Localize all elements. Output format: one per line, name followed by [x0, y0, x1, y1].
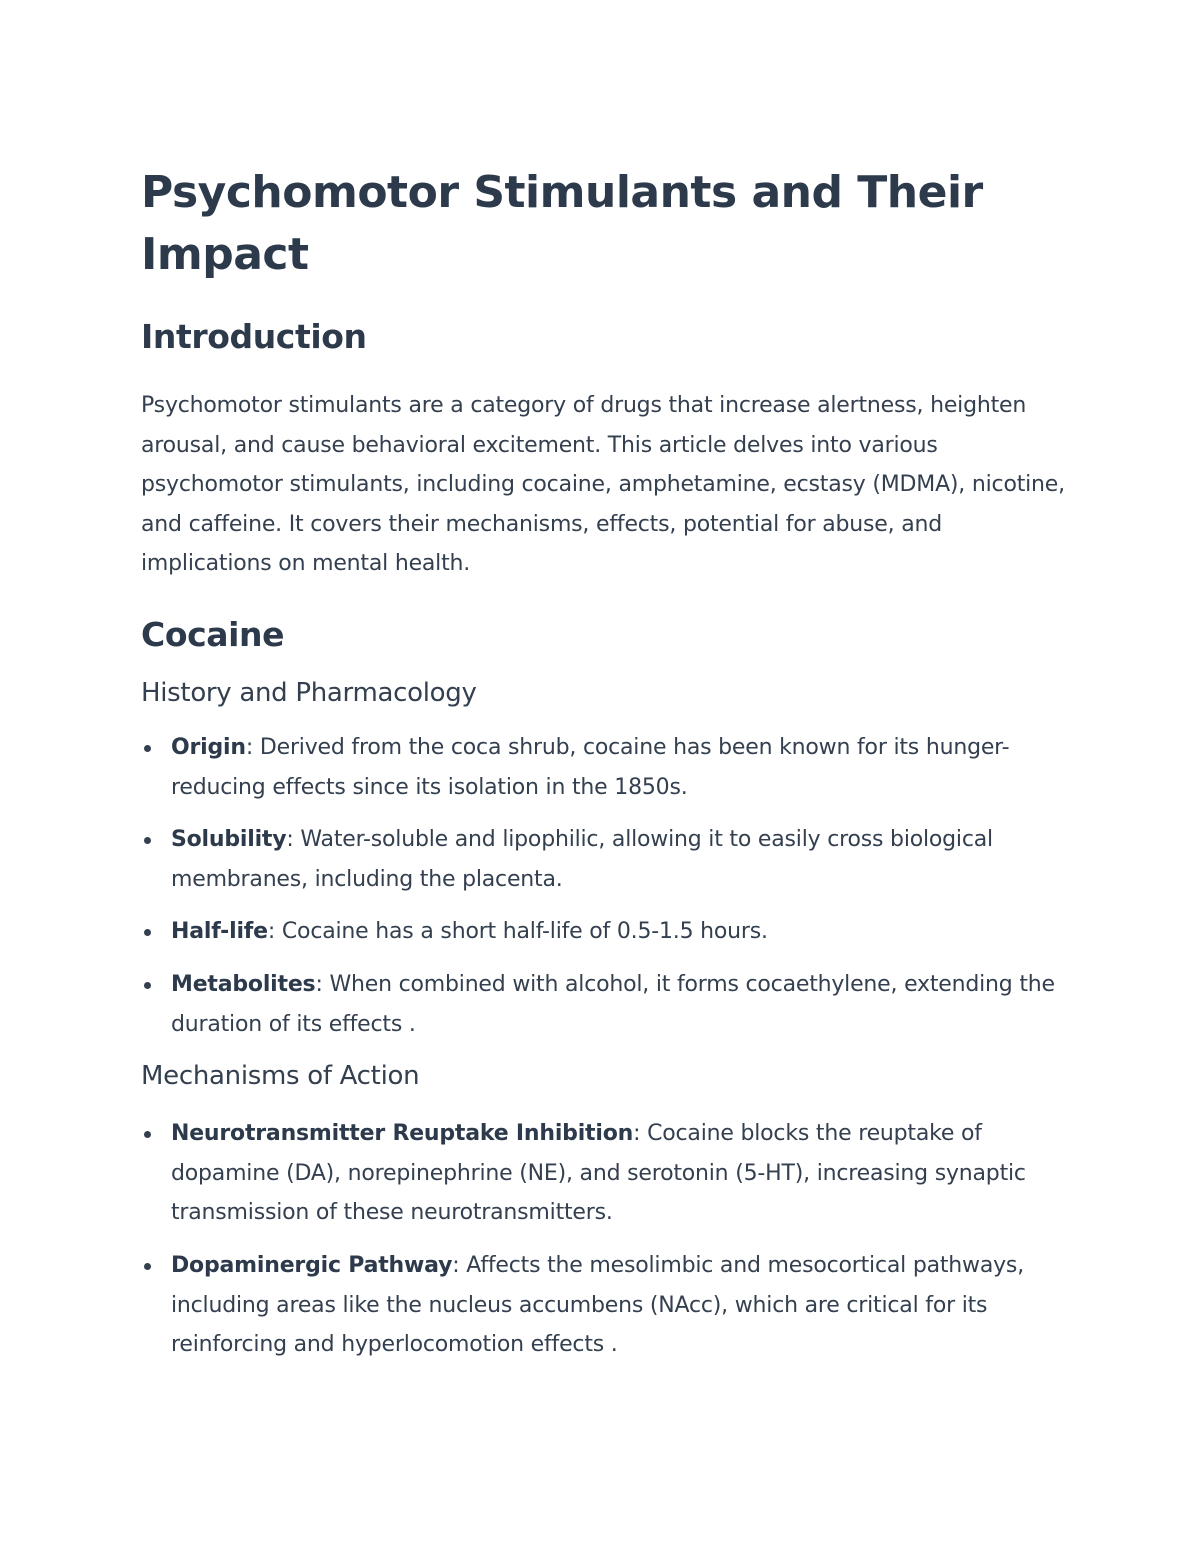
- bullet-icon: [144, 745, 151, 752]
- bullet-icon: [144, 982, 151, 989]
- list-item: [141, 820, 1071, 899]
- list-item-term: Solubility: [171, 827, 287, 853]
- document-page: [141, 162, 1071, 1365]
- history-pharmacology-heading: History and Pharmacology: [141, 677, 477, 708]
- list-item: [141, 912, 1071, 952]
- list-item-text: : Affects the mesolimbic and mesocortical pathways, including areas like the nucleus accumbens (NAcc), which are critical for its reinforcing and hyperlocomotion effects .: [171, 1252, 1024, 1358]
- mechanisms-of-action-list: [141, 1114, 1071, 1365]
- bullet-icon: [144, 837, 151, 844]
- list-item-term: Origin: [171, 734, 246, 760]
- list-item-text: : Derived from the coca shrub, cocaine has been known for its hunger-reducing effects since its isolation in the 1850s.: [171, 734, 1010, 800]
- list-item: [141, 965, 1071, 1044]
- list-item-term: Neurotransmitter Reuptake Inhibition: [171, 1121, 634, 1147]
- list-item-text: : Cocaine has a short half-life of 0.5-1.5 hours.: [267, 919, 768, 945]
- history-pharmacology-list: [141, 728, 1071, 1044]
- list-item-term: Half-life: [171, 919, 268, 945]
- bullet-icon: [144, 1131, 151, 1138]
- introduction-heading: Introduction: [141, 317, 367, 356]
- list-item: [141, 1246, 1071, 1365]
- list-item-text: : Cocaine blocks the reuptake of dopamine (DA), norepinephrine (NE), and serotonin (5-HT), increasing synaptic transmission of these neurotransmitters.: [171, 1121, 1026, 1226]
- list-item-term: Dopaminergic Pathway: [171, 1252, 453, 1278]
- cocaine-heading: Cocaine: [141, 614, 285, 654]
- bullet-icon: [144, 929, 151, 936]
- page-title: Psychomotor Stimulants and Their Impact: [141, 167, 983, 280]
- list-item: [141, 728, 1071, 807]
- list-item-text: : When combined with alcohol, it forms cocaethylene, extending the duration of its effects .: [171, 971, 1055, 1037]
- list-item-text: : Water-soluble and lipophilic, allowing it to easily cross biological membranes, including the placenta.: [171, 827, 993, 892]
- list-item-term: Metabolites: [171, 971, 316, 997]
- list-item: [141, 1114, 1071, 1233]
- bullet-icon: [144, 1263, 151, 1270]
- mechanisms-of-action-heading: Mechanisms of Action: [141, 1061, 420, 1092]
- introduction-paragraph: Psychomotor stimulants are a category of drugs that increase alertness, heighten arousal, and cause behavioral excitement. This article delves into various psychomotor stimulants, including cocaine, amphetamine, ecstasy (MDMA), nicotine, and caffeine. It covers their mechanisms, effects, potential for abuse, and implications on mental health.: [141, 393, 1065, 577]
